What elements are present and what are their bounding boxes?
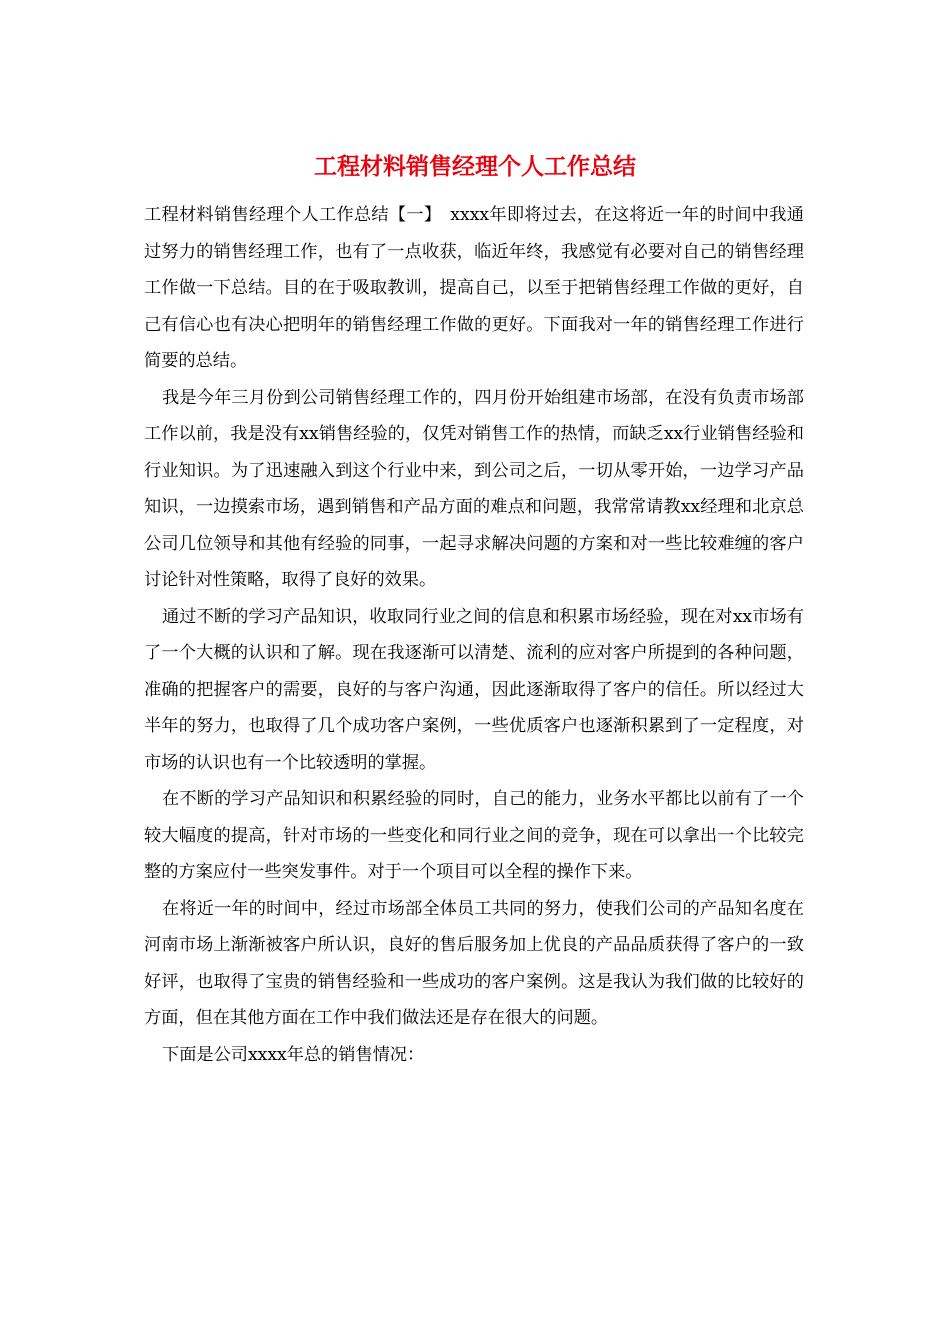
document-title: 工程材料销售经理个人工作总结 <box>314 153 636 180</box>
paragraph-background: 我是今年三月份到公司销售经理工作的，四月份开始组建市场部，在没有负责市场部工作以前，我是没有xx销售经验的，仅凭对销售工作的热情，而缺乏xx行业销售经验和行业知识。为了迅速融入到这个行业中来，到公司之后，一切从零开始，一边学习产品知识，一边摸索市场，遇到销售和产品方面的难点和问题，我常常请教xx经理和北京总公司几位领导和其他有经验的同事，一起寻求解决问题的方案和对一些比较难缠的客户讨论针对性策略，取得了良好的效果。 <box>144 387 804 590</box>
paragraph-ability: 在不断的学习产品知识和积累经验的同时，自己的能力，业务水平都比以前有了一个较大幅度的提高，针对市场的一些变化和同行业之间的竞争，现在可以拿出一个比较完整的方案应付一些突发事件。对于一个项目可以全程的操作下来。 <box>144 789 804 882</box>
paragraph-sales-lead-in: 下面是公司xxxx年总的销售情况： <box>162 1044 425 1065</box>
paragraph-intro: 工程材料销售经理个人工作总结【一】 xxxx年即将过去，在这将近一年的时间中我通过努力的销售经理工作，也有了一点收获，临近年终，我感觉有必要对自己的销售经理工作做一下总结。目的在于吸取教训，提高自己，以至于把销售经理工作做的更好，自己有信心也有决心把明年的销售经理工作做的更好。下面我对一年的销售经理工作进行简要的总结。 <box>144 205 804 371</box>
paragraph-market-knowledge: 通过不断的学习产品知识，收取同行业之间的信息和积累市场经验，现在对xx市场有了一个大概的认识和了解。现在我逐渐可以清楚、流利的应对客户所提到的各种问题，准确的把握客户的需要，良好的与客户沟通，因此逐渐取得了客户的信任。所以经过大半年的努力，也取得了几个成功客户案例，一些优质客户也逐渐积累到了一定程度，对市场的认识也有一个比较透明的掌握。 <box>144 606 804 773</box>
paragraph-achievements: 在将近一年的时间中，经过市场部全体员工共同的努力，使我们公司的产品知名度在河南市场上渐渐被客户所认识，良好的售后服务加上优良的产品品质获得了客户的一致好评，也取得了宝贵的销售经验和一些成功的客户案例。这是我认为我们做的比较好的方面，但在其他方面在工作中我们做法还是存在很大的问题。 <box>144 898 804 1028</box>
document-body <box>144 197 804 1073</box>
